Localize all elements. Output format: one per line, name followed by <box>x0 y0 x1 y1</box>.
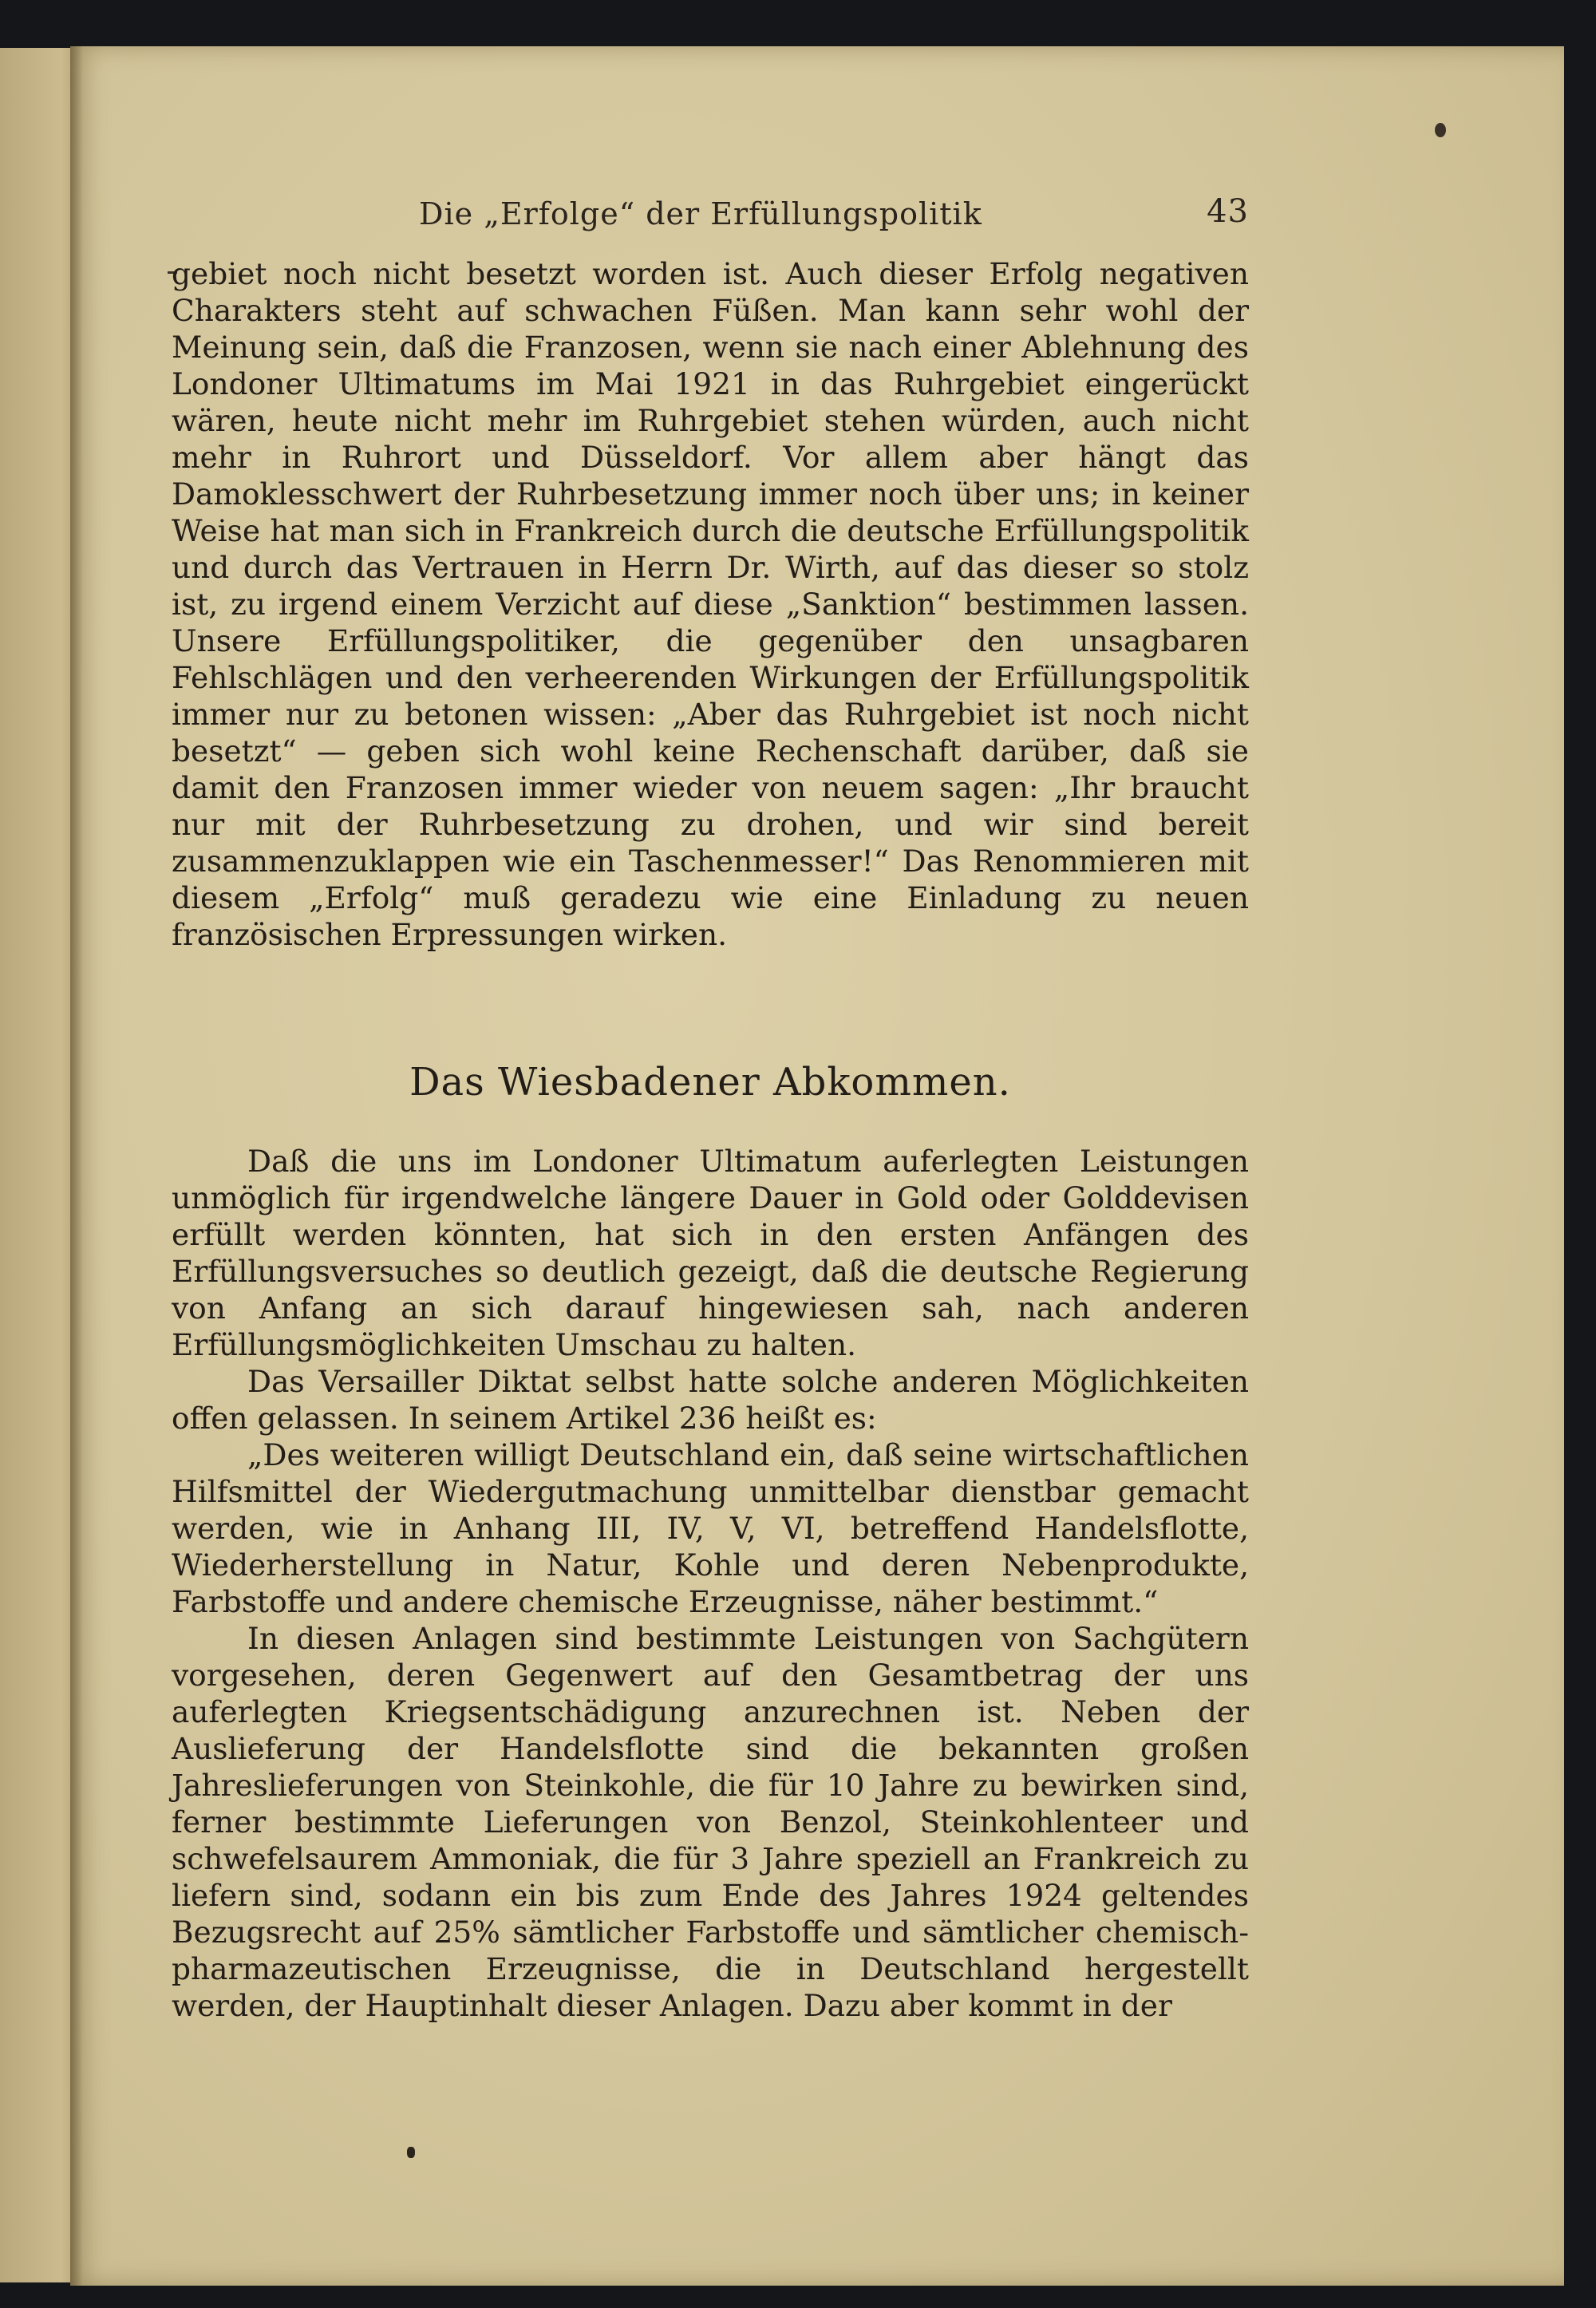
ink-spot <box>1435 123 1446 137</box>
running-head <box>419 188 1249 236</box>
paragraph-2: Daß die uns im Londoner Ultimatum auferlegten Leistungen unmöglich für irgendwelche längere Dauer in Gold oder Golddevisen erfüllt werden könnten, hat sich in den ersten Anfängen des Erfüllungsversuches so deutlich gezeigt, daß die deutsche Regierung von Anfang an sich darauf hingewiesen sah, nach anderen Erfüllungsmöglichkeiten Umschau zu halten. <box>172 1144 1249 1362</box>
section-heading: Das Wiesbadener Abkommen. <box>409 1060 1011 1105</box>
section-body <box>172 1143 1249 2024</box>
paragraph-1: gebiet noch nicht besetzt worden ist. Auch dieser Erfolg negativen Charakters steht auf schwachen Füßen. Man kann sehr wohl der Meinung sein, daß die Franzosen, wenn sie nach einer Ablehnung des Londoner Ultimatums im Mai 1921 in das Ruhrgebiet eingerückt wären, heute nicht mehr im Ruhrgebiet stehen würden, auch nicht mehr in Ruhrort und Düsseldorf. Vor allem aber hängt das Damoklesschwert der Ruhrbesetzung immer noch über uns; in keiner Weise hat man sich in Frankreich durch die deutsche Erfüllungspolitik und durch das Vertrauen in Herrn Dr. Wirth, auf das dieser so stolz ist, zu irgend einem Verzicht auf diese „Sanktion“ bestimmen lassen. Unsere Erfüllungspolitiker, die gegenüber den unsagbaren Fehlschlägen und den verheerenden Wirkungen der Erfüllungspolitik immer nur zu betonen wissen: „Aber das Ruhrgebiet ist noch nicht besetzt“ — geben sich wohl keine Rechenschaft darüber, daß sie damit den Franzosen immer wieder von neuem sagen: „Ihr braucht nur mit der Ruhrbesetzung zu drohen, und wir sind bereit zusammenzuklappen wie ein Taschenmesser!“ Das Renommieren mit diesem „Erfolg“ muß geradezu wie eine Einladung zu neuen französischen Erpressungen wirken. <box>172 256 1249 952</box>
quoted-article-236: „Des weiteren willigt Deutschland ein, daß seine wirtschaftlichen Hilfsmittel der Wiedergutmachung unmittelbar dienstbar gemacht werden, wie in Anhang III, IV, V, VI, betreffend Handelsflotte, Wiederherstellung in Natur, Kohle und deren Nebenprodukte, Farbstoffe und andere chemische Erzeugnisse, näher bestimmt.“ <box>172 1437 1249 1619</box>
paragraph-3: Das Versailler Diktat selbst hatte solche anderen Möglichkeiten offen gelassen. In seinem Artikel 236 heißt es: <box>172 1364 1249 1436</box>
continued-paragraph <box>172 255 1249 953</box>
ink-dot <box>407 2147 415 2158</box>
running-head-title: Die „Erfolge“ der Erfüllungspolitik <box>419 196 982 231</box>
paragraph-5: In diesen Anlagen sind bestimmte Leistungen von Sachgütern vorgesehen, deren Gegenwert auf den Gesamtbetrag der uns auferlegten Kriegsentschädigung anzurechnen ist. Neben der Auslieferung der Handelsflotte sind die bekannten großen Jahreslieferungen von Steinkohle, die für 10 Jahre zu bewirken sind, ferner bestimmte Lieferungen von Benzol, Steinkohlenteer und schwefelsaurem Ammoniak, die für 3 Jahre speziell an Frankreich zu liefern sind, sodann ein bis zum Ende des Jahres 1924 geltendes Bezugsrecht auf 25% sämtlicher Farbstoffe und sämtlicher chemisch-pharmazeutischen Erzeugnisse, die in Deutschland hergestellt werden, der Hauptinhalt dieser Anlagen. Dazu aber kommt in der <box>172 1621 1249 2023</box>
page-number: 43 <box>1207 193 1249 230</box>
page-gutter-shadow <box>70 46 83 2286</box>
